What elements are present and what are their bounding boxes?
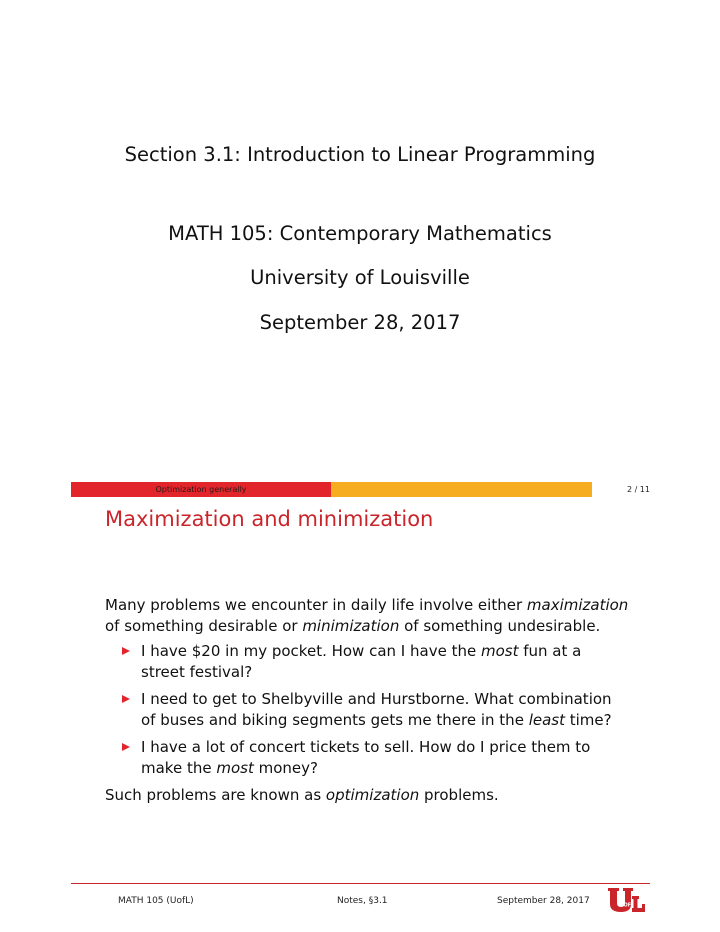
bullet-1-emph: most <box>480 642 519 660</box>
page-number: 2 / 11 <box>626 485 650 494</box>
intro-line-2 <box>105 616 628 637</box>
footer-date: September 28, 2017 <box>497 896 590 906</box>
intro-emph-minimization: minimization <box>302 617 400 635</box>
bullet-2-text-c: time? <box>564 711 612 729</box>
list-item <box>122 641 642 683</box>
closing-text-c: problems. <box>419 786 499 804</box>
title-slide-title: Section 3.1: Introduction to Linear Programming <box>124 143 596 166</box>
intro-paragraph <box>105 595 628 637</box>
list-item <box>122 737 642 779</box>
title-slide-course: MATH 105: Contemporary Mathematics <box>168 222 552 245</box>
triangle-bullet-icon <box>122 647 130 655</box>
subsection-bar <box>331 482 592 497</box>
intro-text-c: of something desirable or <box>105 617 303 635</box>
bullet-3-emph: most <box>216 759 254 777</box>
frame-title: Maximization and minimization <box>105 507 434 531</box>
bullet-2-line-1: I need to get to Shelbyville and Hurstborne. What combination <box>141 690 612 708</box>
bullet-3-text-c: money? <box>253 759 318 777</box>
triangle-bullet-icon <box>122 695 130 703</box>
list-item <box>122 689 642 731</box>
bullet-1-line-2: street festival? <box>141 663 253 681</box>
intro-text-e: of something undesirable. <box>399 617 601 635</box>
bullet-3-line-1: I have a lot of concert tickets to sell. How do I price them to <box>141 738 591 756</box>
title-slide-date: September 28, 2017 <box>259 311 461 334</box>
section-label[interactable]: Optimization generally <box>155 485 247 494</box>
bullet-2-emph: least <box>528 711 565 729</box>
intro-text-a: Many problems we encounter in daily life involve either <box>105 596 527 614</box>
footer-course: MATH 105 (UofL) <box>118 896 194 906</box>
uofl-logo-icon <box>606 887 646 913</box>
svg-text:OF: OF <box>623 902 632 909</box>
closing-text-a: Such problems are known as <box>105 786 326 804</box>
bullet-3-text-a: make the <box>141 759 217 777</box>
bullet-2-text-a: of buses and biking segments gets me there in the <box>141 711 529 729</box>
triangle-bullet-icon <box>122 743 130 751</box>
bullet-1-text-a: I have $20 in my pocket. How can I have the <box>141 642 481 660</box>
intro-line-1 <box>105 595 628 616</box>
closing-paragraph <box>105 785 499 806</box>
intro-emph-maximization: maximization <box>526 596 629 614</box>
bullet-1-text-c: fun at a <box>518 642 582 660</box>
title-slide-institution: University of Louisville <box>250 266 470 289</box>
footer-rule <box>71 883 650 884</box>
closing-emph-optimization: optimization <box>325 786 420 804</box>
footer-notes: Notes, §3.1 <box>337 896 388 906</box>
